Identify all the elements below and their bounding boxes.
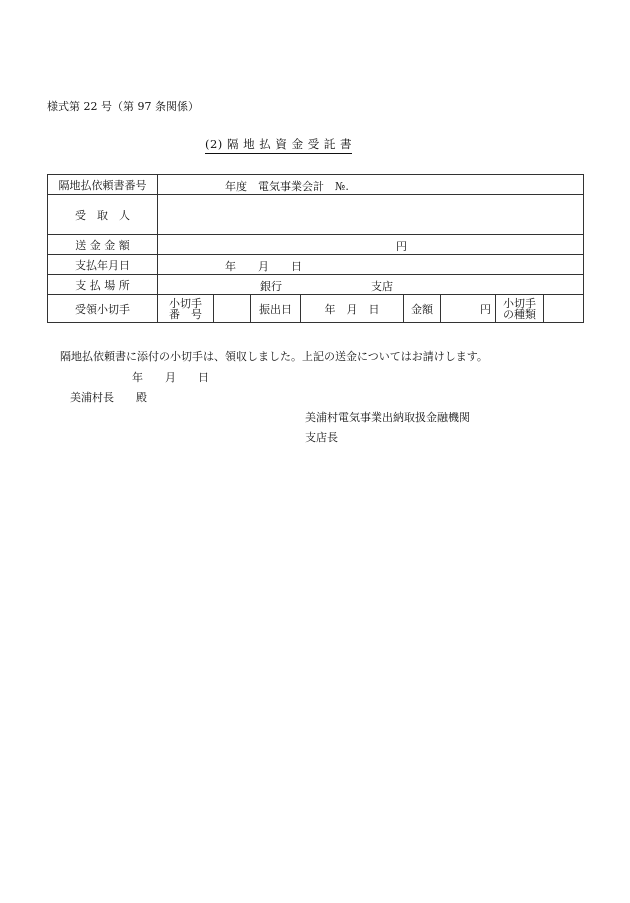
amount-label: 送 金 金 額 <box>48 235 158 255</box>
issue-date-value: 年 月 日 <box>301 295 404 323</box>
receipt-date: 年 月 日 <box>132 371 209 384</box>
payment-date-value: 年 月 日 <box>158 255 584 275</box>
payment-place-label: 支 払 場 所 <box>48 275 158 295</box>
check-number-label: 小切手 番 号 <box>158 295 214 323</box>
request-number-label: 隔地払依頼書番号 <box>48 175 158 195</box>
addressee: 美浦村長 殿 <box>70 391 147 404</box>
received-check-label: 受領小切手 <box>48 295 158 323</box>
check-amount-value: 円 <box>441 295 496 323</box>
amount-value: 円 <box>158 235 584 255</box>
table-row <box>48 275 584 295</box>
check-number-value <box>214 295 251 323</box>
check-type-label: 小切手 の種類 <box>496 295 544 323</box>
bank-label: 銀行 <box>260 280 282 293</box>
table-row <box>48 195 584 235</box>
check-type-value <box>544 295 584 323</box>
table-row <box>48 175 584 195</box>
document-title: (2) 隔 地 払 資 金 受 託 書 <box>205 136 352 154</box>
table-row <box>48 235 584 255</box>
sender-organization: 美浦村電気事業出納取扱金融機関 <box>305 411 470 424</box>
check-amount-label: 金額 <box>404 295 441 323</box>
request-number-value: 年度 電気事業会計 №. <box>158 175 584 195</box>
payment-place-value <box>158 275 584 295</box>
sender-title: 支店長 <box>305 431 338 444</box>
issue-date-label: 振出日 <box>251 295 301 323</box>
table-row <box>48 255 584 275</box>
table-row <box>48 295 584 323</box>
payment-date-label: 支払年月日 <box>48 255 158 275</box>
form-number-label: 様式第 22 号（第 97 条関係） <box>47 100 199 113</box>
receipt-statement: 隔地払依頼書に添付の小切手は、領収しました。上記の送金についてはお請けします。 <box>60 350 488 363</box>
remittance-form-table <box>47 174 584 323</box>
branch-label: 支店 <box>371 280 393 293</box>
payee-label: 受 取 人 <box>48 195 158 235</box>
payee-value <box>158 195 584 235</box>
